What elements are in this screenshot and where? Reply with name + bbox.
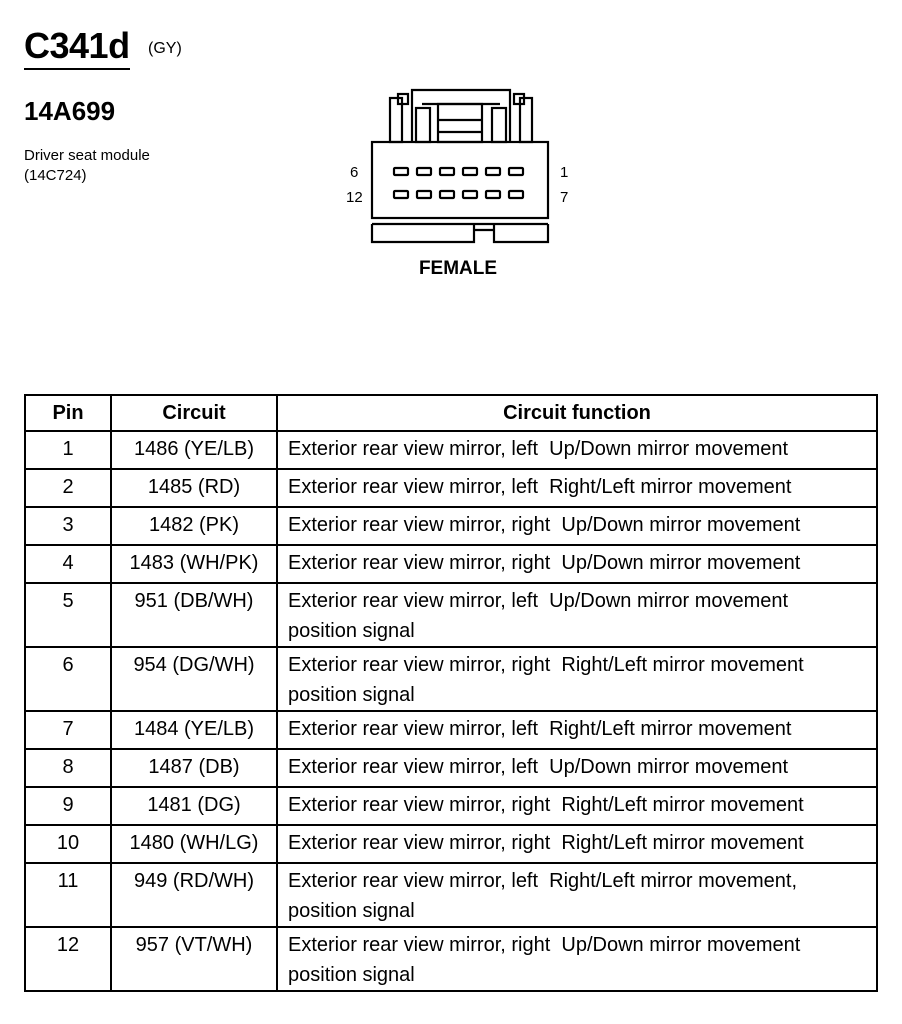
function-cell bbox=[277, 583, 877, 647]
header-pin: Pin bbox=[25, 395, 111, 431]
table-row bbox=[25, 787, 877, 825]
part-number: 14A699 bbox=[24, 96, 116, 126]
pin-label-1: 1 bbox=[560, 164, 569, 181]
circuit-cell: 954 (DG/WH) bbox=[111, 647, 277, 711]
table-row bbox=[25, 545, 877, 583]
table-row bbox=[25, 711, 877, 749]
table-row bbox=[25, 927, 877, 991]
circuit-cell: 1481 (DG) bbox=[111, 787, 277, 825]
center-latch bbox=[438, 104, 482, 142]
pin-cell: 8 bbox=[25, 749, 111, 787]
circuit-cell: 1486 (YE/LB) bbox=[111, 431, 277, 469]
table-row bbox=[25, 507, 877, 545]
function-text: Exterior rear view mirror, left Up/Down mirror movement bbox=[288, 438, 789, 460]
cavity-row-bottom bbox=[394, 191, 523, 198]
pinout-table bbox=[24, 394, 878, 992]
pin-label-12: 12 bbox=[346, 189, 363, 206]
description-line-2: (14C724) bbox=[24, 167, 87, 184]
function-cell bbox=[277, 545, 877, 583]
header-circuit-function: Circuit function bbox=[277, 395, 877, 431]
pin-cell: 9 bbox=[25, 787, 111, 825]
function-text: Exterior rear view mirror, right Up/Down mirror movement bbox=[288, 552, 801, 574]
function-cell bbox=[277, 749, 877, 787]
circuit-cell: 957 (VT/WH) bbox=[111, 927, 277, 991]
circuit-cell: 951 (DB/WH) bbox=[111, 583, 277, 647]
pin-cell: 4 bbox=[25, 545, 111, 583]
pin-label-6: 6 bbox=[350, 164, 359, 181]
function-text: Exterior rear view mirror, right Right/Left mirror movement bbox=[288, 794, 804, 816]
table-row bbox=[25, 431, 877, 469]
function-cell bbox=[277, 863, 877, 927]
pin-cell: 7 bbox=[25, 711, 111, 749]
function-text: Exterior rear view mirror, left Up/Down mirror movement bbox=[288, 590, 789, 612]
connector-body bbox=[372, 142, 548, 218]
function-text: Exterior rear view mirror, right Right/Left mirror movement bbox=[288, 832, 804, 854]
function-text: Exterior rear view mirror, right Up/Down mirror movement bbox=[288, 514, 801, 536]
function-cell bbox=[277, 507, 877, 545]
pin-cell: 12 bbox=[25, 927, 111, 991]
pin-label-7: 7 bbox=[560, 189, 569, 206]
circuit-cell: 1484 (YE/LB) bbox=[111, 711, 277, 749]
latch-frame bbox=[412, 90, 510, 142]
table-row bbox=[25, 863, 877, 927]
connector-id: C341d bbox=[24, 28, 130, 70]
cavity-row-top bbox=[394, 168, 523, 175]
table-row bbox=[25, 647, 877, 711]
function-text-line2: position signal bbox=[288, 620, 415, 642]
function-cell bbox=[277, 711, 877, 749]
circuit-cell: 1487 (DB) bbox=[111, 749, 277, 787]
connector-drawing bbox=[338, 80, 578, 250]
function-text: Exterior rear view mirror, left Up/Down mirror movement bbox=[288, 756, 789, 778]
pin-cell: 1 bbox=[25, 431, 111, 469]
function-cell bbox=[277, 825, 877, 863]
table-row bbox=[25, 825, 877, 863]
function-text: Exterior rear view mirror, left Right/Left mirror movement bbox=[288, 476, 792, 498]
circuit-cell: 1483 (WH/PK) bbox=[111, 545, 277, 583]
function-cell bbox=[277, 469, 877, 507]
function-text-line2: position signal bbox=[288, 900, 415, 922]
pin-cell: 6 bbox=[25, 647, 111, 711]
module-description bbox=[24, 146, 150, 186]
function-cell bbox=[277, 431, 877, 469]
function-text-line2: position signal bbox=[288, 684, 415, 706]
pin-cell: 10 bbox=[25, 825, 111, 863]
table-row bbox=[25, 749, 877, 787]
function-text: Exterior rear view mirror, left Right/Left mirror movement bbox=[288, 718, 792, 740]
function-text: Exterior rear view mirror, left Right/Left mirror movement, bbox=[288, 870, 798, 892]
circuit-cell: 1482 (PK) bbox=[111, 507, 277, 545]
connector-face-diagram bbox=[338, 80, 578, 250]
circuit-cell: 1480 (WH/LG) bbox=[111, 825, 277, 863]
connector-color: (GY) bbox=[148, 40, 182, 57]
pin-cell: 2 bbox=[25, 469, 111, 507]
table-row bbox=[25, 583, 877, 647]
function-text: Exterior rear view mirror, right Up/Down mirror movement bbox=[288, 934, 801, 956]
function-text-line2: position signal bbox=[288, 964, 415, 986]
pin-cell: 3 bbox=[25, 507, 111, 545]
function-text: Exterior rear view mirror, right Right/Left mirror movement bbox=[288, 654, 804, 676]
function-cell bbox=[277, 787, 877, 825]
connector-title bbox=[24, 25, 182, 70]
table-row bbox=[25, 469, 877, 507]
description-line-1: Driver seat module bbox=[24, 147, 150, 164]
table-header-row bbox=[25, 395, 877, 431]
pin-cell: 11 bbox=[25, 863, 111, 927]
circuit-cell: 949 (RD/WH) bbox=[111, 863, 277, 927]
pin-cell: 5 bbox=[25, 583, 111, 647]
function-cell bbox=[277, 927, 877, 991]
function-cell bbox=[277, 647, 877, 711]
header-circuit: Circuit bbox=[111, 395, 277, 431]
connector-gender-label: FEMALE bbox=[418, 258, 498, 279]
circuit-cell: 1485 (RD) bbox=[111, 469, 277, 507]
